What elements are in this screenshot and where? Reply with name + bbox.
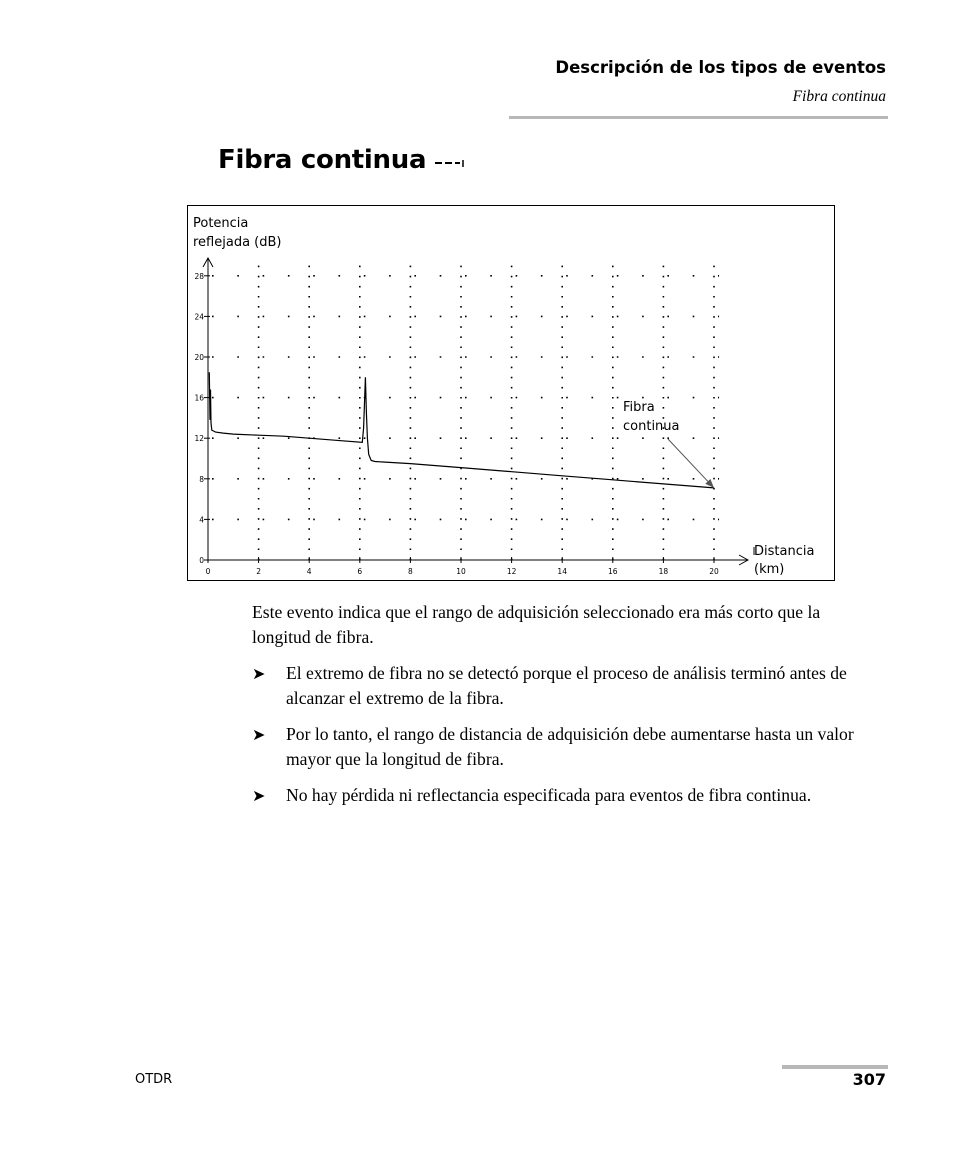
x-tick-label: 4 (306, 567, 312, 576)
y-tick-label: 16 (194, 393, 204, 403)
annotation-label-line1: Fibra (623, 400, 655, 415)
x-tick-label: 6 (357, 567, 363, 576)
annotation-leader-line (668, 439, 714, 488)
x-tick-label: 2 (256, 567, 261, 576)
y-tick-label: 0 (199, 556, 204, 565)
arrow-bullet-icon: ➤ (252, 666, 266, 683)
y-axis-label-line1: Potencia (193, 216, 249, 231)
page-number: 307 (852, 1070, 886, 1089)
arrow-bullet-icon: ➤ (252, 727, 266, 744)
x-axis-label-line2: (km) (754, 562, 785, 577)
arrow-bullet-icon: ➤ (252, 788, 266, 805)
list-item (252, 783, 867, 808)
y-tick-label: 4 (199, 515, 204, 525)
y-axis-label-line2: reflejada (dB) (193, 235, 282, 250)
page-title: Fibra continua (218, 145, 427, 175)
y-tick-label: 20 (194, 353, 204, 362)
footer-divider (782, 1065, 888, 1069)
continuous-fiber-event-icon (435, 158, 465, 168)
y-tick-label: 8 (199, 474, 204, 484)
running-header-title: Descripción de los tipos de eventos (555, 58, 886, 77)
running-header-subtitle: Fibra continua (792, 88, 886, 105)
x-tick-label: 18 (658, 567, 669, 576)
list-item-text: El extremo de fibra no se detectó porque el proceso de análisis terminó antes de alcanzar el extremo de la fibra. (286, 663, 847, 708)
x-tick-label: 16 (608, 567, 618, 576)
intro-paragraph: Este evento indica que el rango de adquisición seleccionado era más corto que la longitud de fibra. (252, 602, 821, 647)
annotation-label-line2: continua (623, 419, 680, 434)
y-tick-label: 28 (194, 271, 204, 281)
list-item-text: No hay pérdida ni reflectancia especificada para eventos de fibra continua. (286, 785, 812, 805)
otdr-trace-chart (187, 205, 835, 581)
y-tick-label: 12 (194, 434, 204, 444)
list-item-text: Por lo tanto, el rango de distancia de adquisición debe aumentarse hasta un valor mayor que la longitud de fibra. (286, 724, 854, 769)
x-tick-label: 10 (456, 567, 466, 576)
bullet-list (252, 661, 867, 820)
footer-product: OTDR (135, 1072, 173, 1087)
chart-svg (188, 206, 836, 582)
x-tick-label: 0 (205, 567, 211, 576)
x-tick-label: 8 (408, 567, 413, 576)
list-item (252, 722, 867, 771)
chart-axes (203, 258, 754, 565)
list-item (252, 661, 867, 710)
x-axis-label-line1: Distancia (754, 544, 815, 559)
x-tick-label: 14 (557, 567, 567, 576)
header-divider (509, 116, 888, 119)
x-tick-label: 20 (709, 567, 719, 576)
x-tick-label: 12 (506, 567, 517, 576)
y-tick-label: 24 (194, 312, 204, 322)
